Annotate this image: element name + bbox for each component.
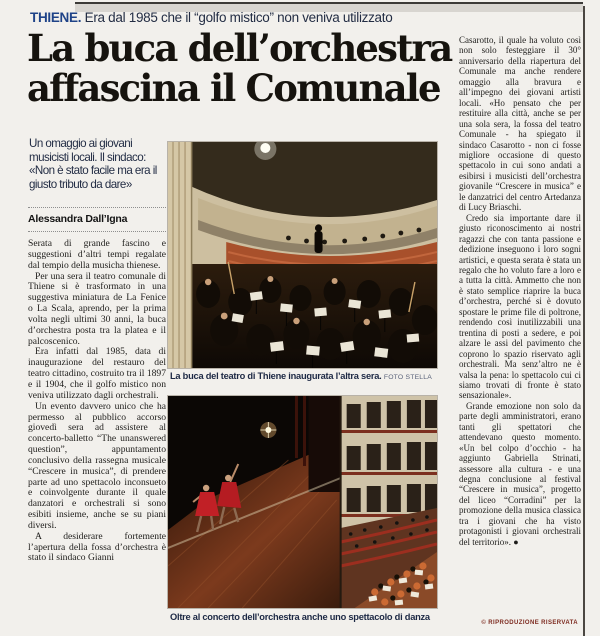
byline-rule-top bbox=[28, 207, 166, 208]
headline-line-1: La buca dell’orchestra bbox=[27, 26, 452, 70]
photo-caption bbox=[170, 371, 437, 381]
paragraph: Casarotto, il quale ha voluto così non solo festeggiare il 30° anniversario della riapertura del Comunale ma anche rendere omaggio alla bravura e all’impegno dei giovani artisti locali. «Ho pensato che per restituire alla città, anche se per una sola sera, la fossa del teatro Comunale - ha spiegato il sindaco Casarotto - non ci fosse migliore occasione di questo spettacolo in cui sono andati a esibirsi i musicisti dell’orchestra giovanile “Crescere in musica” e le danzatrici del centro Artedanza di Lucy Briaschi. bbox=[459, 35, 581, 213]
paragraph: Credo sia importante dare il giusto riconoscimento ai nostri ragazzi che con tanta passione e dedizione inseguono i loro sogni artistici, e questa serata è stata un regalo che ho voluto fare a loro e a tutta la città. Ammetto che non è stato semplice riaprire la buca d’orchestra, perché si è dovuto spostare le prime file di poltrone, rendendo così inutilizzabili una trentina di posti a sedere, e poi alzare le assi del pavimento che coprono lo spazio riservato agli orchestrali. Ma senz’altro ne è valsa la pena: lo spettacolo cui ci siamo trovati di fronte è stato sensazionale». bbox=[459, 212, 581, 401]
byline-rule-bottom bbox=[28, 231, 166, 232]
orchestra-pit-photo bbox=[168, 142, 437, 368]
kicker-text: Era dal 1985 che il “golfo mistico” non veniva utilizzato bbox=[84, 10, 393, 25]
copyright-notice: © RIPRODUZIONE RISERVATA bbox=[481, 620, 578, 626]
paragraph: Per una sera il teatro comunale di Thiene si è trasformato in una suggestiva miniatura de La Fenice o La Scala, aprendo, per la prima volta negli ultimi 30 anni, la buca d’orchestra posta tra la platea e il palcoscenico. bbox=[28, 270, 166, 347]
headline bbox=[27, 28, 472, 108]
dance-show-photo bbox=[168, 396, 437, 608]
caption-text: La buca del teatro di Thiene inaugurata l’altra sera. bbox=[170, 371, 382, 381]
headline-line-2: affascina il Comunale bbox=[27, 66, 440, 110]
paragraph: Un evento davvero unico che ha permesso al pubblico accorso giovedì sera ad assistere al concerto-balletto “The unanswered question”, appuntamento conclusivo della rassegna musicale “Crescere in musica”, di prendere parte ad uno spettacolo inconsueto e coinvolgente durante il quale danzatori e orchestrali si sono esibiti insieme, anche se su piani diversi. bbox=[28, 400, 166, 531]
standfirst: Un omaggio ai giovani musicisti locali. Il sindaco: «Non è stato facile ma era il giusto tributo da dare» bbox=[29, 137, 157, 192]
column-divider-rule bbox=[583, 6, 585, 636]
dance-show-illustration bbox=[168, 396, 437, 608]
photo-caption bbox=[170, 612, 437, 622]
paragraph: Grande emozione non solo da parte degli amministratori, erano tanti gli spettatori che attendevano questo momento. «Un bel colpo d’occhio - ha aggiunto Gabriella Strinati, assessore alla cultura - e una degna conclusione al festival “Crescere in musica”, progetto del liceo “Corradini” per la promozione della musica classica tra i giovani che ha visto protagonisti i giovani orchestrali del territorio». ● bbox=[459, 400, 581, 547]
paragraph: A desiderare fortemente l’apertura della fossa d’orchestra è stato il sindaco Gianni bbox=[28, 530, 166, 564]
caption-text: Oltre al concerto dell’orchestra anche uno spettacolo di danza bbox=[170, 612, 430, 622]
article-right-column bbox=[459, 35, 581, 621]
orchestra-pit-illustration bbox=[168, 142, 437, 368]
article-left-column bbox=[28, 239, 166, 623]
photo-credit: FOTO STELLA bbox=[383, 374, 432, 381]
byline: Alessandra Dall’Igna bbox=[28, 213, 128, 225]
kicker bbox=[30, 10, 460, 25]
paragraph: Era infatti dal 1985, data di inaugurazione del restauro del teatro cittadino, costruito tra il 1897 e il 1904, che il golfo mistico non veniva utilizzato dagli orchestrali. bbox=[28, 346, 166, 401]
paragraph: Serata di grande fascino e suggestioni d’altri tempi regalate dal tempio della musicha thienese. bbox=[28, 239, 166, 271]
kicker-city-label: THIENE. bbox=[30, 10, 82, 25]
